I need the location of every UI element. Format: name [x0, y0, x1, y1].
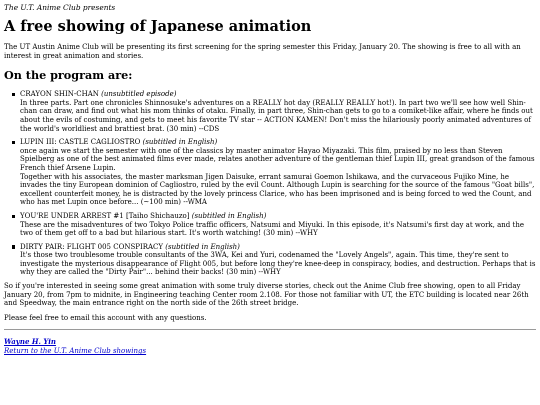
program-list [4, 90, 536, 277]
intro-paragraph: The UT Austin Anime Club will be presenting its first screening for the spring semester this Friday, January 20. The showing is free to all with an interest in great animation and stories. [4, 43, 521, 60]
program-title: LUPIN III: CASTLE CAGLIOSTRO [20, 138, 141, 147]
program-title: DIRTY PAIR: FLIGHT 005 CONSPIRACY [20, 242, 164, 251]
program-subtitle: (subtitled in English) [191, 211, 267, 220]
program-description-continued: Together with his associates, the master marksman Jigen Daisuke, errant samurai Goemon Ishikawa, and the curvaceous Fujiko Mine, he invades the tiny European dominion of Cagliostro, ruled by the evil Count. Although Lupin is searching for the source of the famous "Goat bills", excellent counterfeit money, he is distracted by the lovely princess Clarice, who has been imprisoned and is being forced to wed the Count, and who has met Lupin once before... (~100 min) --WMA [20, 172, 535, 207]
presents-line: The U.T. Anime Club presents [4, 3, 116, 12]
program-title: YOU'RE UNDER ARREST #1 [Taiho Shichauzo] [20, 211, 190, 220]
divider [4, 329, 536, 330]
program-heading: On the program are: [4, 68, 133, 83]
page-title: A free showing of Japanese animation [4, 18, 312, 35]
program-subtitle: (subtitled in English) [142, 138, 218, 147]
program-description: once again we start the semester with one of the classics by master animator Hayao Miyazaki. This film, praised by no less than Steven Spielberg as one of the best animated films ever made, relates another adventure of the gentleman thief Lupin III, great grandson of the famous French thief Arsene Lupin. [20, 146, 535, 172]
program-item-dirty-pair [20, 243, 536, 277]
closing-paragraph: So if you're interested in seeing some great animation with some truly diverse stories, check out the Anime Club free showing, open to all Friday January 20, from 7pm to midnite, in Engineering teaching Center room 2.108. For those not familiar with UT, the ETC building is located near 26th and Speedway, the main entrance right on the north side of the 26th street bridge. [4, 282, 529, 308]
signature [4, 338, 536, 356]
program-description: These are the misadventures of two Tokyo Police traffic officers, Natsumi and Miyuki. In this episode, it's Natsumi's first day at work, and the two of them get off to a bad but hilarious start. It's worth watching! (30 min) --WHY [20, 220, 524, 238]
program-item-crayon-shin-chan [20, 90, 536, 133]
program-title: CRAYON SHIN-CHAN [20, 90, 99, 99]
program-description: In three parts. Part one chronicles Shinnosuke's adventures on a REALLY hot day (REALLY REALLY hot!). In part two we'll see how well Shin-chan can draw, and find out what his mom thinks of otaku. Finally, in part three, Shin-chan gets to go to a comiket-like affair, where he finds out about the evils of costuming, and gets to meet his favorite TV star -- ACTION KAMEN! Don't miss the hilariously poorly animated adventures of the world's worldliest and brattiest brat. (30 min) --CDS [20, 98, 533, 133]
return-link[interactable]: Return to the U.T. Anime Club showings [4, 347, 147, 356]
program-item-youre-under-arrest [20, 212, 536, 238]
program-subtitle: (unsubtitled episode) [101, 90, 177, 99]
program-item-lupin-iii [20, 138, 536, 207]
author-link[interactable]: Wayne H. Yin [4, 337, 56, 347]
feedback-paragraph: Please feel free to email this account with any questions. [4, 313, 207, 322]
program-description: It's those two troublesome trouble consultants of the 3WA, Kei and Yuri, codenamed the "Lovely Angels", again. This time, they're sent to investigate the mysterious disappearance of Flight 005, but before long they're knee-deep in conspiracy, bodies, and destruction. Perhaps that is why they are called the "Dirty Pair"... behind their backs! (30 min) --WHY [20, 251, 536, 277]
program-subtitle: (subtitled in English) [165, 242, 240, 251]
